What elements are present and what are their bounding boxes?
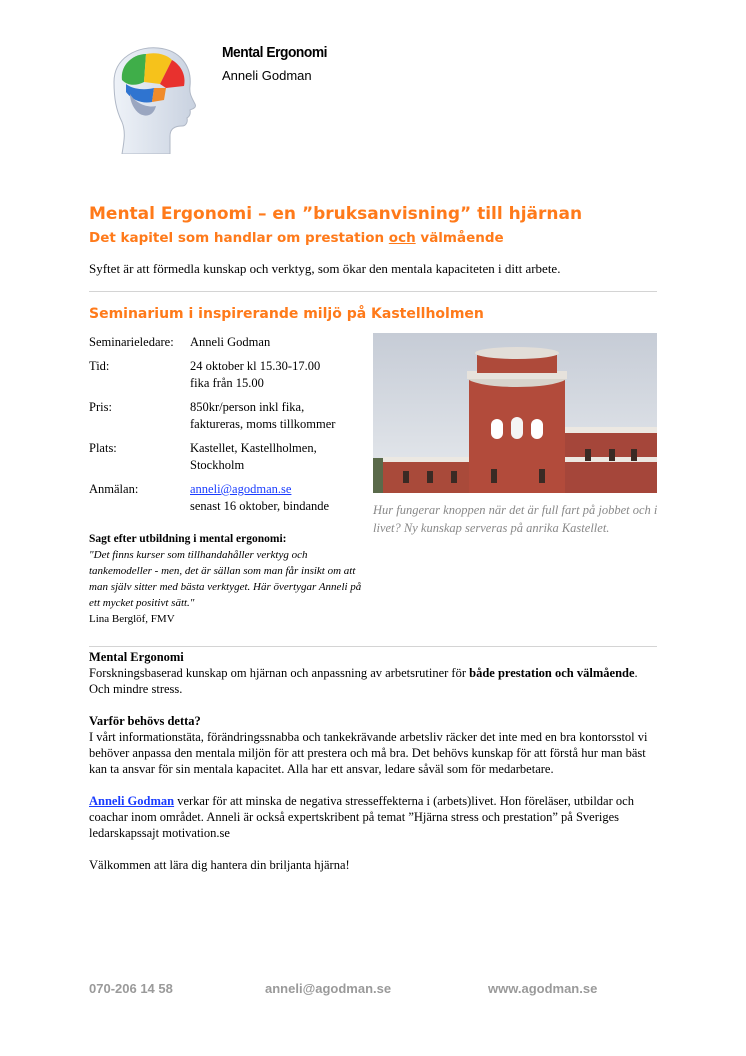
seminar-info [89, 334, 365, 522]
divider [89, 646, 657, 647]
info-row-price: Pris: 850kr/person inkl fika, faktureras, moms tillkommer [89, 400, 336, 431]
footer-email[interactable]: anneli@agodman.se [265, 981, 392, 996]
main-body [89, 649, 649, 889]
testimonial-heading: Sagt efter utbildning i mental ergonomi: [89, 533, 287, 545]
section-why: Varför behövs detta? I vårt informationstäta, förändringssnabba och tankekrävande arbetsliv räcker det inte med en bra kontorsstol vi behöver anpassa den mentala miljön för att prestera och må bra. Det behövs kunskap för att förstå hur man bäst kan ta ansvar för sin mentala kapacitet. Alla har ett ansvar, ledare såväl som för medarbetare. [89, 714, 648, 776]
kastellet-photo [373, 333, 657, 493]
author-link[interactable]: Anneli Godman [89, 794, 175, 808]
testimonial [89, 531, 364, 627]
section-mental-ergonomi: Mental Ergonomi Forskningsbaserad kunskap om hjärnan och anpassning av arbetsrutiner för både prestation och välmående. Och mindre stress. [89, 650, 638, 696]
info-row-place: Plats: Kastellet, Kastellholmen, Stockholm [89, 441, 317, 472]
info-row-signup: Anmälan: anneli@agodman.se senast 16 oktober, bindande [89, 482, 330, 513]
testimonial-author: Lina Berglöf, FMV [89, 613, 175, 625]
footer-web[interactable]: www.agodman.se [488, 981, 598, 996]
divider [89, 291, 657, 292]
photo-caption: Hur fungerar knoppen när det är full fart på jobbet och i livet? Ny kunskap serveras på anrika Kastellet. [373, 503, 658, 535]
brain-logo [100, 42, 200, 154]
testimonial-quote: "Det finns kurser som tillhandahåller verktyg och tankemodeller - men, det är sällan som man får insikt om att man själv sitter med bästa verktyget. Här övertygar Anneli på ett mycket positivt sätt." [89, 549, 362, 609]
header-author: Anneli Godman [222, 68, 312, 83]
welcome-text: Välkommen att lära dig hantera din briljanta hjärna! [89, 858, 350, 872]
footer-phone: 070-206 14 58 [89, 981, 173, 996]
page-subtitle: Det kapitel som handlar om prestation och välmående [89, 230, 504, 246]
intro-text: Syftet är att förmedla kunskap och verktyg, som ökar den mentala kapaciteten i ditt arbete. [89, 261, 561, 276]
brand-name: Mental Ergonomi [222, 44, 328, 61]
page-title: Mental Ergonomi – en ”bruksanvisning” till hjärnan [89, 204, 583, 224]
info-row-leader: Seminarieledare: Anneli Godman [89, 335, 271, 349]
info-row-time: Tid: 24 oktober kl 15.30-17.00 fika från 15.00 [89, 359, 321, 390]
signup-email-link[interactable]: anneli@agodman.se [190, 482, 292, 496]
seminar-heading: Seminarium i inspirerande miljö på Kastellholmen [89, 306, 484, 322]
section-about: Anneli Godman verkar för att minska de negativa stresseffekterna i (arbets)livet. Hon föreläser, utbildar och coachar inom området. Anneli är också expertskribent på temat ”Hjärna stress och prestation” på Sveriges ledarskapssajt motivation.se [89, 794, 634, 840]
